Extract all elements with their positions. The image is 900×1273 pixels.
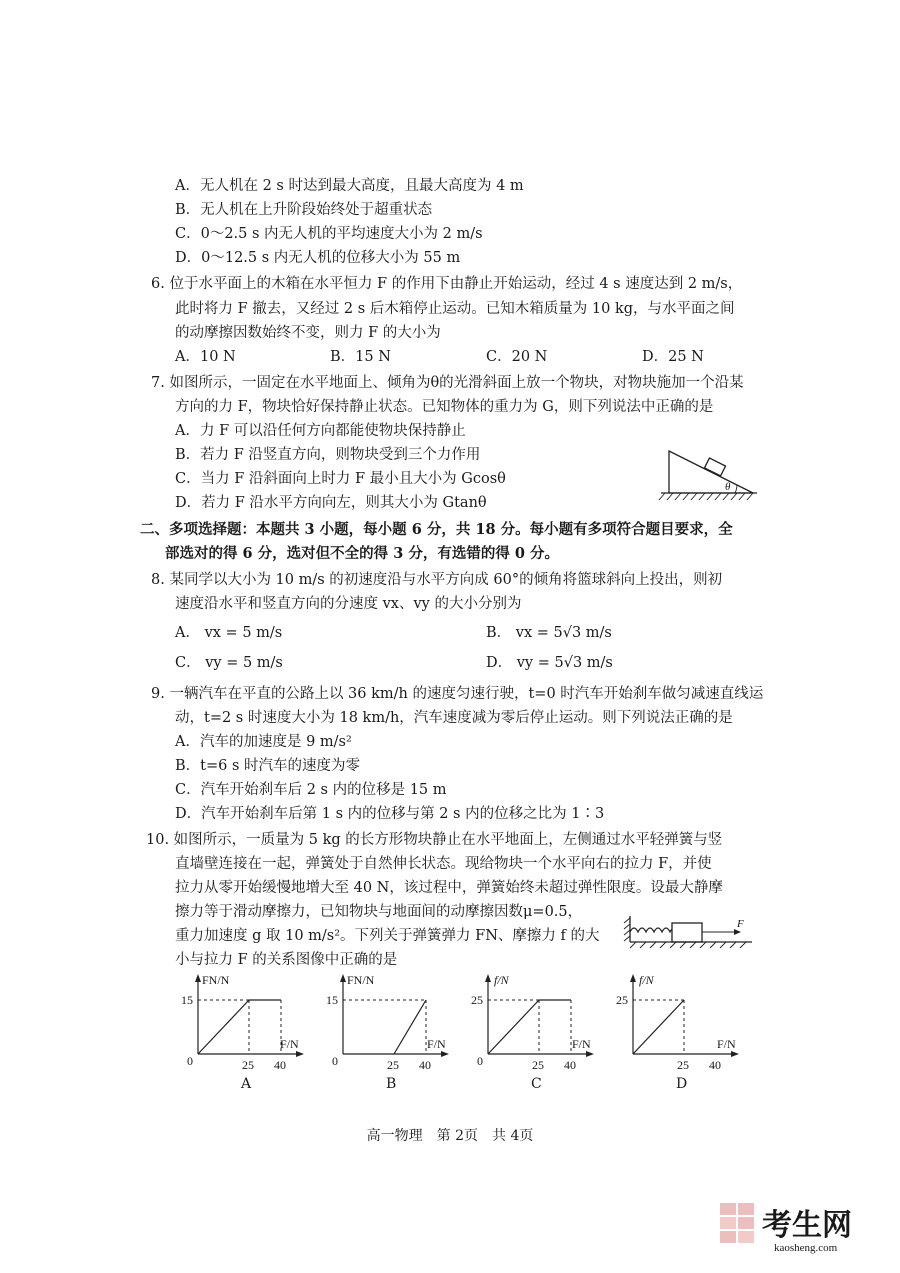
- q5-option-b: B．无人机在上升阶段始终处于超重状态: [175, 202, 433, 218]
- incline-block: [705, 458, 726, 476]
- graph-d: [613, 970, 743, 1070]
- q9-option-a: A．汽车的加速度是 9 m/s²: [175, 734, 352, 750]
- watermark-text: 考生网: [762, 1209, 852, 1242]
- q5-option-c: C．0～2.5 s 内无人机的平均速度大小为 2 m/s: [175, 226, 483, 242]
- graph-c-xlabel: F/N: [572, 1037, 591, 1051]
- q7-option-d: D．若力 F 沿水平方向向左，则其大小为 Gtanθ: [175, 495, 487, 511]
- graph-b-ytick: 15: [326, 993, 338, 1007]
- q6-stem-line1: 6. 位于水平面上的木箱在水平恒力 F 的作用下由静止开始运动，经过 4 s 速度达到 2 m/s，: [151, 276, 743, 292]
- graph-d-ylabel: f/N: [639, 973, 654, 987]
- graph-c-origin: 0: [477, 1054, 483, 1068]
- q10-stem-line6: 小与拉力 F 的关系图像中正确的是: [175, 952, 398, 968]
- q7-stem-line1: 7. 如图所示，一固定在水平地面上、倾角为θ的光滑斜面上放一个物块，对物块施加一个沿某: [151, 375, 744, 391]
- q8-option-c: C． vy = 5 m/s: [175, 655, 283, 671]
- graph-b-origin: 0: [332, 1054, 338, 1068]
- q7-option-a: A．力 F 可以沿任何方向都能使物块保持静止: [175, 423, 466, 439]
- graph-d-xtick-1: 25: [677, 1058, 689, 1070]
- q8-option-d: D． vy = 5√3 m/s: [486, 655, 613, 671]
- q8-option-a: A． vx = 5 m/s: [175, 625, 283, 641]
- q6-option-c: C．20 N: [486, 349, 548, 365]
- q10-stem-line2: 直墙壁连接在一起，弹簧处于自然伸长状态。现给物块一个水平向右的拉力 F，并使: [175, 856, 712, 872]
- graph-c-letter: C: [531, 1076, 542, 1092]
- graph-a: [178, 970, 308, 1070]
- force-label: F: [737, 918, 744, 930]
- q9-option-d: D．汽车开始刹车后第 1 s 内的位移与第 2 s 内的位移之比为 1∶3: [175, 806, 605, 822]
- q8-stem-line1: 8. 某同学以大小为 10 m/s 的初速度沿与水平方向成 60°的倾角将篮球斜向上投出，则初: [151, 572, 723, 588]
- spring: [630, 928, 678, 932]
- q10-stem-line3: 拉力从零开始缓慢地增大至 40 N，该过程中，弹簧始终未超过弹性限度。设最大静摩: [175, 880, 723, 896]
- graph-a-letter: A: [241, 1076, 252, 1092]
- q7-option-c: C．当力 F 沿斜面向上时力 F 最小且大小为 Gcosθ: [175, 471, 506, 487]
- q7-option-b: B．若力 F 沿竖直方向，则物块受到三个力作用: [175, 447, 481, 463]
- q10-stem-line5: 重力加速度 g 取 10 m/s²。下列关于弹簧弹力 FN、摩擦力 f 的大: [175, 928, 600, 944]
- graph-c-xtick-2: 40: [564, 1058, 576, 1070]
- graph-a-ylabel: FN/N: [202, 973, 230, 987]
- q5-option-a: A．无人机在 2 s 时达到最大高度，且最大高度为 4 m: [175, 178, 524, 194]
- graph-c-ylabel: f/N: [494, 973, 509, 987]
- incline-angle-label: θ: [725, 481, 731, 493]
- graph-b-ylabel: FN/N: [347, 973, 375, 987]
- graph-d-xlabel: F/N: [717, 1037, 736, 1051]
- graph-c-ytick: 25: [471, 993, 483, 1007]
- graph-b-xtick-2: 40: [419, 1058, 431, 1070]
- graph-a-ytick: 15: [181, 993, 193, 1007]
- graph-a-xtick-2: 40: [274, 1058, 286, 1070]
- spring-block: [672, 923, 702, 942]
- q6-stem-line3: 的动摩擦因数始终不变，则力 F 的大小为: [175, 325, 441, 341]
- q6-option-d: D．25 N: [642, 349, 704, 365]
- graph-d-xtick-2: 40: [709, 1058, 721, 1070]
- q9-stem-line1: 9. 一辆汽车在平直的公路上以 36 km/h 的速度匀速行驶，t=0 时汽车开始刹车做匀减速直线运: [151, 686, 764, 702]
- q6-option-a: A．10 N: [175, 349, 236, 365]
- graph-d-ytick: 25: [616, 993, 628, 1007]
- q10-stem-line4: 擦力等于滑动摩擦力，已知物块与地面间的动摩擦因数μ=0.5，: [175, 904, 583, 920]
- q9-option-b: B．t=6 s 时汽车的速度为零: [175, 758, 361, 774]
- incline-diagram: [655, 443, 760, 505]
- graph-b-xtick-1: 25: [387, 1058, 399, 1070]
- q9-stem-line2: 动，t=2 s 时速度大小为 18 km/h，汽车速度减为零后停止运动。则下列说法正确的是: [175, 710, 733, 726]
- q10-stem-line1: 10. 如图所示，一质量为 5 kg 的长方形物块静止在水平地面上，左侧通过水平轻弹簧与竖: [146, 832, 723, 848]
- section2-heading-line2: 部选对的得 6 分，选对但不全的得 3 分，有选错的得 0 分。: [165, 545, 560, 562]
- graph-c: [468, 970, 598, 1070]
- q5-option-d: D．0～12.5 s 内无人机的位移大小为 55 m: [175, 250, 461, 266]
- q8-stem-line2: 速度沿水平和竖直方向的分速度 vx、vy 的大小分别为: [175, 596, 522, 612]
- q8-option-b: B． vx = 5√3 m/s: [486, 625, 612, 641]
- graph-c-xtick-1: 25: [532, 1058, 544, 1070]
- graph-a-xlabel: F/N: [280, 1037, 299, 1051]
- q7-stem-line2: 方向的力 F，物块恰好保持静止状态。已知物体的重力为 G，则下列说法中正确的是: [175, 399, 714, 415]
- graph-b: [323, 970, 453, 1070]
- graph-d-letter: D: [676, 1076, 688, 1092]
- page-footer: 高一物理 第 2页 共 4页: [366, 1128, 534, 1144]
- q6-stem-line2: 此时将力 F 撤去，又经过 2 s 后木箱停止运动。已知木箱质量为 10 kg，与水平面之间: [175, 301, 735, 317]
- q6-option-b: B．15 N: [330, 349, 391, 365]
- graph-b-xlabel: F/N: [427, 1037, 446, 1051]
- watermark-logo: [716, 1197, 886, 1257]
- watermark-url: kaosheng.com: [774, 1242, 838, 1254]
- spring-block-diagram: [620, 910, 760, 952]
- graph-a-origin: 0: [187, 1054, 193, 1068]
- section2-heading-line1: 二、多项选择题：本题共 3 小题，每小题 6 分，共 18 分。每小题有多项符合题目要求，全: [140, 521, 733, 538]
- graph-b-letter: B: [386, 1076, 397, 1092]
- q9-option-c: C．汽车开始刹车后 2 s 内的位移是 15 m: [175, 782, 447, 798]
- graph-a-xtick-1: 25: [242, 1058, 254, 1070]
